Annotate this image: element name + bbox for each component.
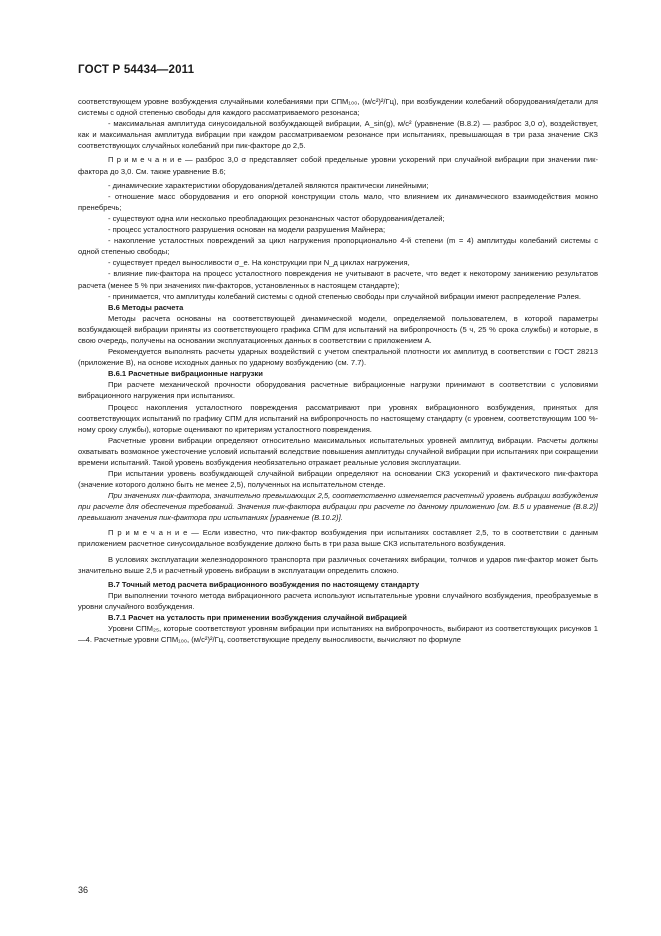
paragraph: - существует предел выносливости σ_e. На конструкции при N_д циклах нагружения, (108, 258, 410, 268)
paragraph: При значениях пик-фактора, значительно превышающих 2,5, соответственно изменяется расчетный уровень вибрации возбуждения при расчете для обеспечения требований. Значения пик-фактора вибрации при расчете по данному приложению [см. В.5 и уравнение (В.8.2)] превышают значения пик-фактора при испытаниях [уравнение (В.10.2)]. (78, 491, 598, 523)
paragraph: П р и м е ч а н и е — Если известно, что пик-фактор возбуждения при испытаниях составляет 2,5, то в соответствии с данным приложением расчетное синусоидальное возбуждение должно быть в три раза выше СКЗ испытательного возбуждения. (78, 527, 598, 548)
paragraph: В условиях эксплуатации железнодорожного транспорта при различных сочетаниях вибрации, толчков и ударов пик-фактор может быть значительно выше 2,5 и расчетный уровень вибрации в эксплуатации определить сложно. (78, 554, 598, 575)
document-body (78, 96, 598, 646)
paragraph: При выполнении точного метода вибрационного расчета используют испытательные уровни случайного возбуждения, преобразуемые в уровни случайного возбуждения. (78, 591, 598, 612)
page-number: 36 (78, 885, 89, 895)
paragraph: Уровни СПМ₂₅, которые соответствуют уровням вибрации при испытаниях на вибропрочность, выбирают из соответствующих рисунков 1—4. Расчетные уровни СПМ₁₀₀, (м/с²)²/Гц, соответствующие пределу выносливости, вычисляют по формуле (78, 624, 598, 645)
paragraph: П р и м е ч а н и е — разброс 3,0 σ представляет собой предельные уровни ускорений при случайной вибрации при значении пик-фактора до 3,0. См. также уравнение B.6; (78, 155, 598, 176)
paragraph: Рекомендуется выполнять расчеты ударных воздействий с учетом спектральной плотности их амплитуд в соответствии с ГОСТ 28213 (приложение В), на основе исходных данных по ударному возбуждению (см. 7.7). (78, 347, 598, 368)
paragraph: - максимальная амплитуда синусоидальной возбуждающей вибрации, A_sin(g), м/с² (уравнение (B.8.2) — разброс 3,0 σ), воздействует, как и максимальная амплитуда вибрации при каждом рассматриваемом резонансе при испытаниях, превышающая в три раза значение СКЗ соответствующих случайных колебаний при пик-факторе до 2,5. (78, 119, 598, 151)
paragraph: В.7 Точный метод расчета вибрационного возбуждения по настоящему стандарту (108, 579, 420, 589)
paragraph: - влияние пик-фактора на процесс усталостного повреждения не учитывают в расчете, что ведет к некоторому занижению результатов расчета (менее 5 % при значениях пик-факторов, установленных в настоящем стандарте); (78, 269, 598, 290)
paragraph: - принимается, что амплитуды колебаний системы с одной степенью свободы при случайной вибрации имеют распределение Рэлея. (108, 291, 581, 301)
paragraph: - процесс усталостного разрушения основан на модели разрушения Майнера; (108, 225, 386, 235)
document-header: ГОСТ Р 54434—2011 (78, 64, 195, 76)
paragraph: В.6 Методы расчета (108, 302, 184, 312)
paragraph: - накопление усталостных повреждений за цикл нагружения пропорционально 4-й степени (m = 4) амплитуды колебаний системы с одной степенью свободы; (78, 236, 598, 257)
paragraph: Расчетные уровни вибрации определяют относительно максимальных испытательных уровней амплитуд вибрации. Расчеты должны охватывать возможное ужесточение условий испытаний вследствие повышения амплитуды случайной вибрации при испытаниях при сокращении времени испытаний. Такой уровень возбуждения необязательно отражает реальные условия эксплуатации. (78, 435, 598, 467)
paragraph: В.7.1 Расчет на усталость при применении возбуждения случайной вибрацией (108, 613, 407, 623)
paragraph: При расчете механической прочности оборудования расчетные вибрационные нагрузки принимают в соответствии с условиями вибрационного нагружения при испытаниях. (78, 380, 598, 401)
paragraph: - динамические характеристики оборудования/деталей являются практически линейными; (108, 180, 429, 190)
paragraph: соответствующем уровне возбуждения случайными колебаниями при СПМ₁₀₀, (м/с²)²/Гц), при возбуждении колебаний оборудования/детали для системы с одной степенью свободы для каждого рассматриваемого резонанса; (78, 97, 598, 118)
paragraph: - существуют одна или несколько преобладающих резонансных частот оборудования/деталей; (108, 213, 445, 223)
paragraph: При испытании уровень возбуждающей случайной вибрации определяют на основании СКЗ ускорений и фактического пик-фактора (значение которого должно быть не менее 2,5), полученных на испытательном стенде. (78, 469, 598, 490)
paragraph: В.6.1 Расчетные вибрационные нагрузки (108, 369, 263, 379)
paragraph: - отношение масс оборудования и его опорной конструкции столь мало, что влиянием их динамического взаимодействия можно пренебречь; (78, 191, 598, 212)
paragraph: Процесс накопления усталостного повреждения рассматривают при уровнях вибрационного возбуждения, принятых для соответствующих испытаний по графику СПМ для испытаний на вибропрочность по настоящему стандарту (с уровнем, соответствующим 100 %-ному сроку службы), которые оценивают по критериям усталостного повреждения. (78, 402, 598, 434)
paragraph: Методы расчета основаны на соответствующей динамической модели, определяемой пользователем, в которой параметры возбуждающей вибрации приняты из соответствующего графика СПМ для испытаний на вибропрочность (5 ч, 25 % срока службы) и которые, в свою очередь, получены на основании эксплуатационных данных в соответствии с приложением А. (78, 313, 598, 345)
